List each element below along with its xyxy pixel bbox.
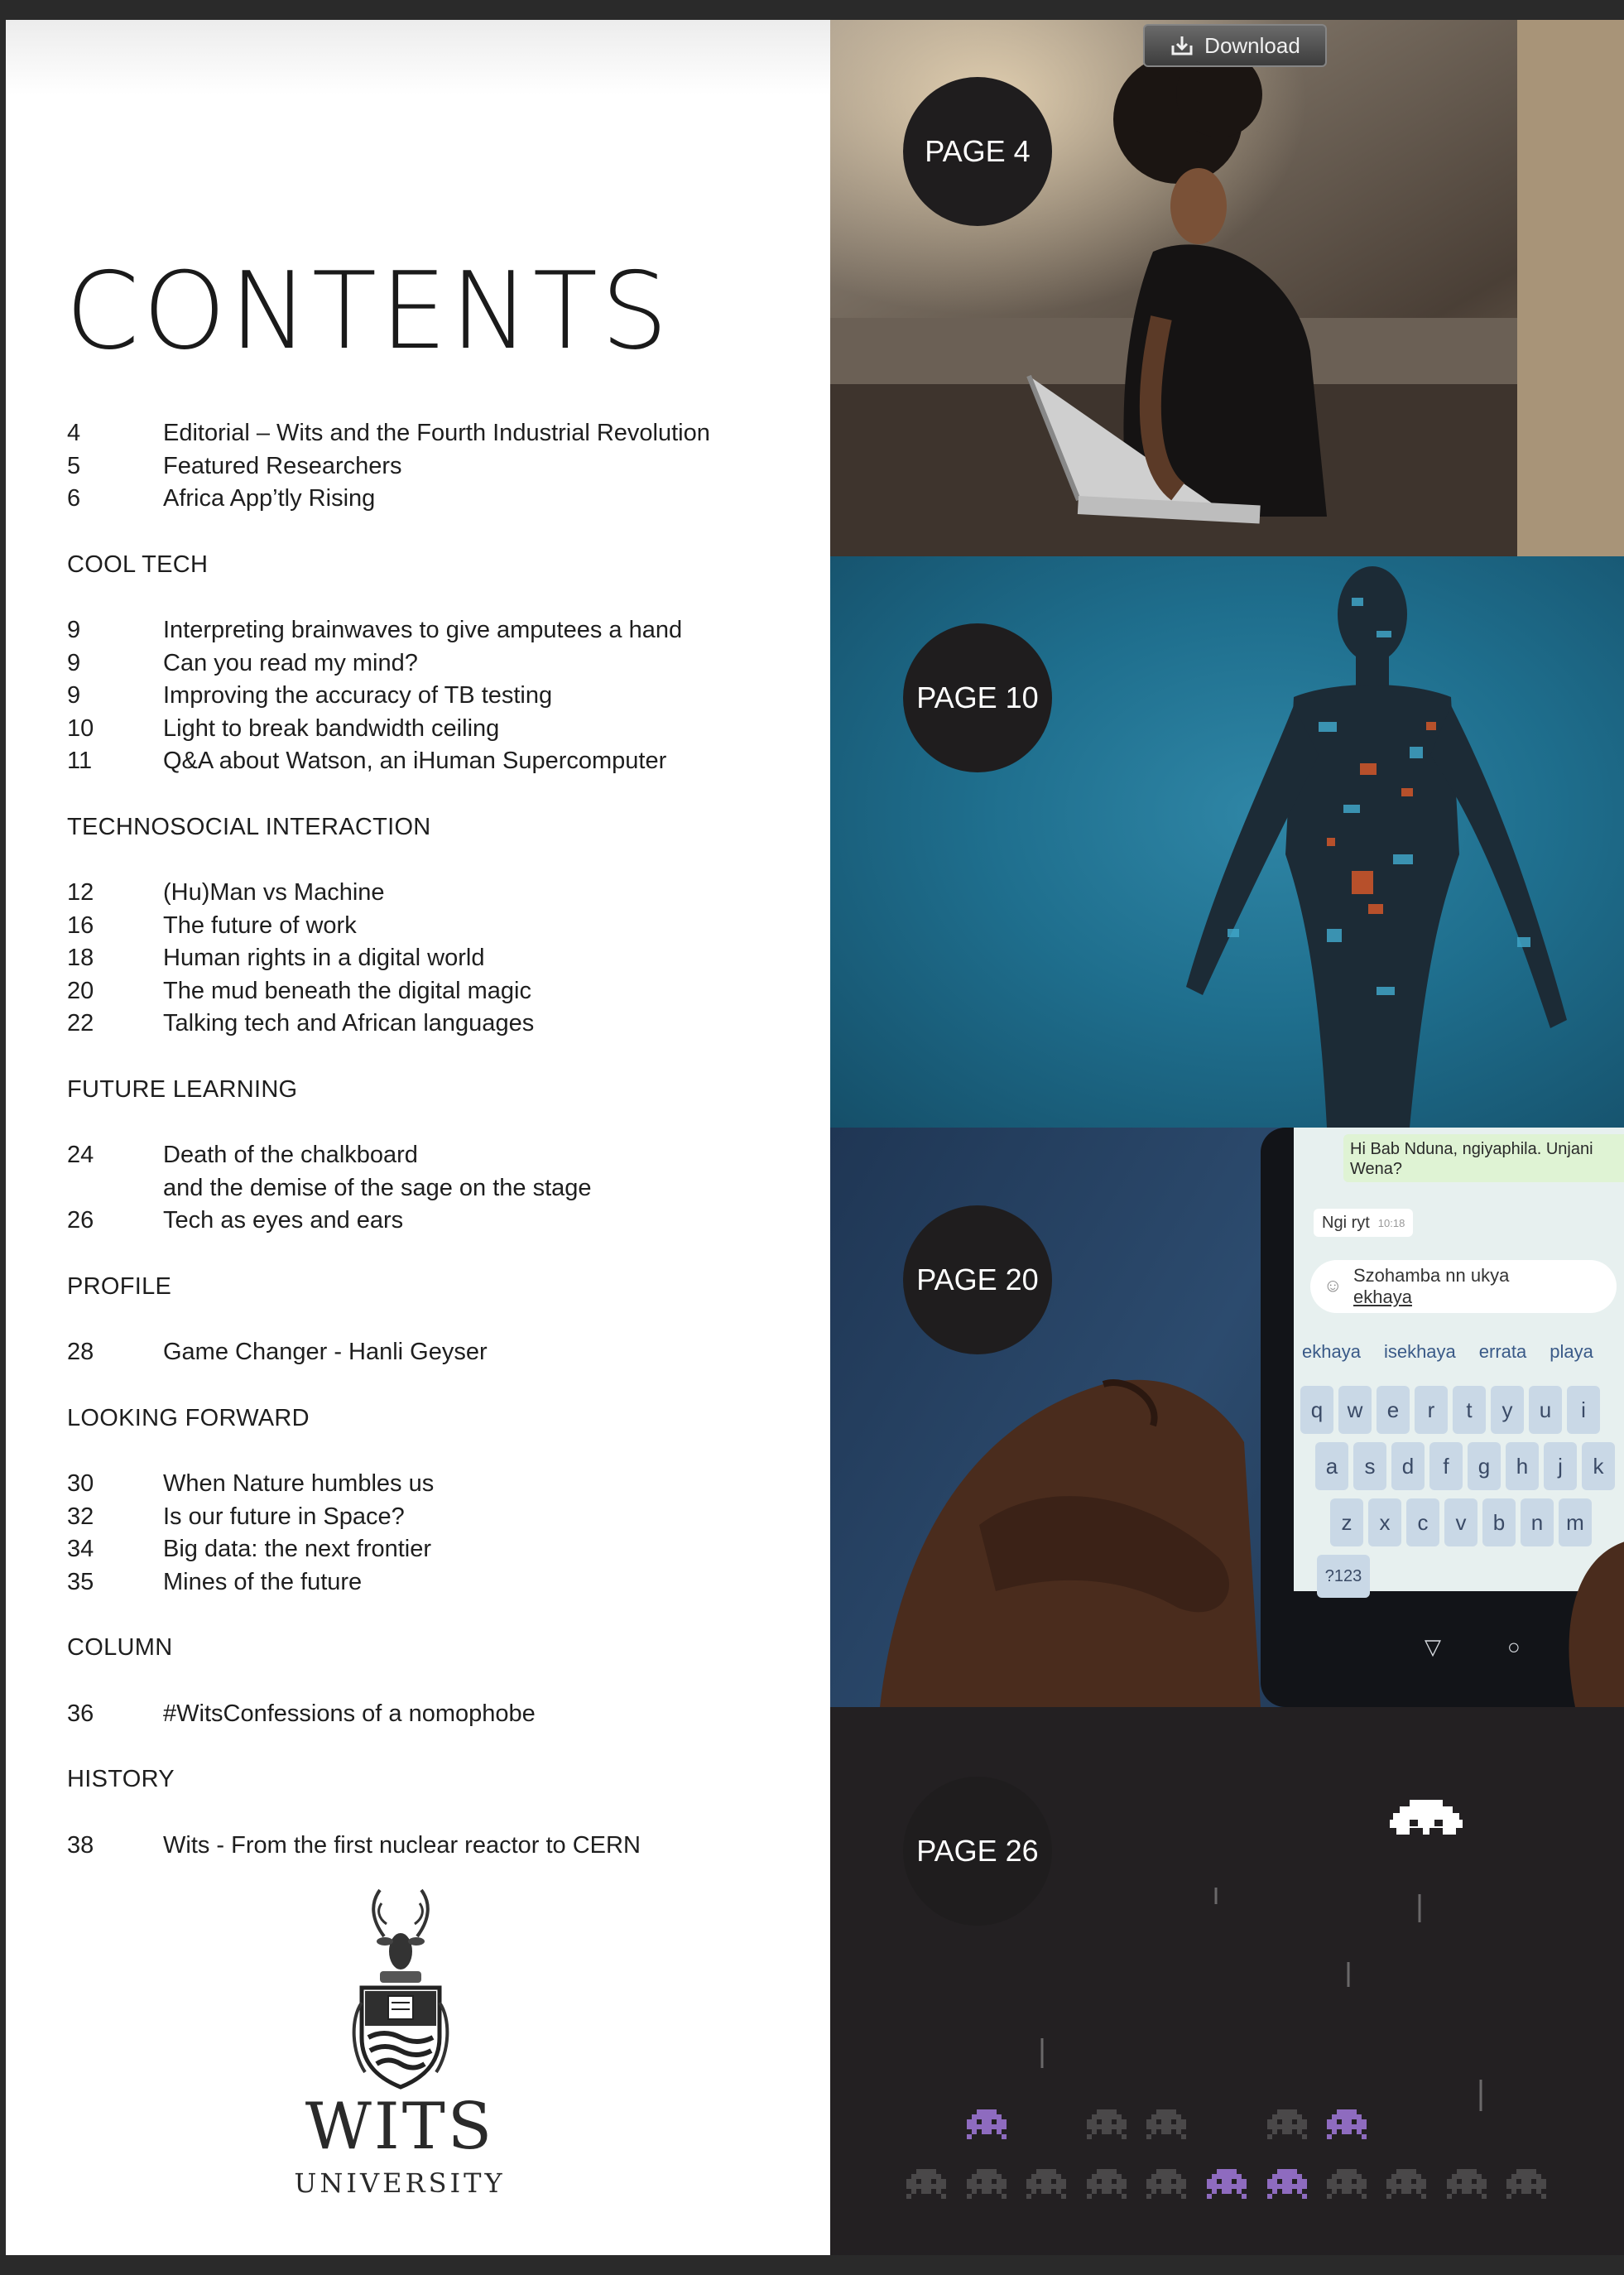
toc-page-number: 22 (67, 1010, 94, 1036)
toc-section-heading: PROFILE (67, 1272, 172, 1300)
toc-entry[interactable] (67, 614, 812, 647)
keyboard-key[interactable]: x (1368, 1498, 1401, 1546)
wits-wordmark: WITS (305, 2090, 495, 2164)
keyboard-key[interactable]: d (1391, 1442, 1425, 1490)
nav-back-icon[interactable]: ▽ (1425, 1634, 1441, 1659)
ufo-icon (1390, 1800, 1463, 1835)
toc-entry-title: Improving the accuracy of TB testing (163, 682, 553, 709)
toc-entry-title: Africa App’tly Rising (163, 485, 376, 512)
keyboard-key[interactable]: h (1506, 1442, 1539, 1490)
toc-entry[interactable] (67, 450, 812, 483)
invader-icon (1026, 2169, 1066, 2199)
keyboard-key[interactable]: w (1338, 1386, 1372, 1434)
toc-page-number: 12 (67, 879, 94, 906)
suggestion-chip[interactable]: ekhaya (1302, 1341, 1361, 1362)
toc-entry[interactable] (67, 1830, 812, 1863)
page-badge-26[interactable] (903, 1777, 1052, 1926)
contents-column (6, 20, 830, 2255)
toc-entry-title: Human rights in a digital world (163, 945, 485, 971)
toc-entry-title: When Nature humbles us (163, 1470, 435, 1497)
toc-page-number: 9 (67, 617, 81, 643)
toc-page-number: 20 (67, 977, 94, 1004)
page-title: CONTENTS (65, 250, 672, 373)
invader-icon (1327, 2169, 1367, 2199)
toc-entry-title: Big data: the next frontier (163, 1536, 432, 1562)
keyboard-key[interactable]: f (1429, 1442, 1463, 1490)
toc-section-heading: HISTORY (67, 1766, 175, 1792)
toc-entry[interactable] (67, 483, 812, 516)
toc-page-number: 5 (67, 452, 81, 479)
toc-entry[interactable] (67, 1566, 812, 1599)
keyboard-key[interactable]: k (1582, 1442, 1615, 1490)
page-badge-20[interactable] (903, 1205, 1052, 1354)
toc-section-heading: COLUMN (67, 1634, 173, 1661)
toc-page-number: 30 (67, 1470, 94, 1497)
message-input[interactable] (1310, 1260, 1617, 1313)
toc-entry[interactable] (67, 647, 812, 681)
invader-icon (967, 2169, 1007, 2199)
invader-icon (1506, 2169, 1546, 2199)
toc-entry[interactable] (67, 975, 812, 1008)
emoji-icon[interactable]: ☺ (1324, 1275, 1343, 1296)
toc-entry[interactable] (67, 910, 812, 943)
download-icon (1170, 34, 1194, 57)
keyboard-key[interactable]: n (1521, 1498, 1554, 1546)
viewer-bottom-bar (0, 2255, 1624, 2275)
keyboard-key[interactable]: c (1406, 1498, 1439, 1546)
toc-section-heading: COOL TECH (67, 551, 209, 578)
toc-entry-title: Talking tech and African languages (163, 1010, 535, 1036)
toc-page-number: 28 (67, 1339, 94, 1365)
keyboard-key[interactable]: m (1559, 1498, 1592, 1546)
invader-icon (906, 2169, 946, 2199)
keyboard-key[interactable]: a (1315, 1442, 1348, 1490)
input-text: Szohamba nn ukya (1353, 1265, 1510, 1286)
keyboard-key[interactable]: b (1482, 1498, 1516, 1546)
toc-page-number: 4 (67, 420, 81, 446)
keyboard-key-symbols[interactable]: ?123 (1317, 1555, 1370, 1598)
toc-entry[interactable] (67, 417, 812, 450)
invader-icon (1087, 2169, 1127, 2199)
toc-entry[interactable] (67, 1336, 812, 1369)
toc-entry-title: Death of the chalkboard (163, 1142, 418, 1168)
invader-icon (1207, 2169, 1247, 2199)
toc-entry[interactable] (67, 1533, 812, 1566)
toc-entry-title: Q&A about Watson, an iHuman Supercomputer (163, 748, 667, 774)
invader-icon (1327, 2109, 1367, 2139)
download-button[interactable] (1143, 24, 1327, 67)
toc-entry[interactable] (67, 1008, 812, 1041)
toc-page-number: 9 (67, 682, 81, 709)
toc-entry-title: Interpreting brainwaves to give amputees a hand (163, 617, 683, 643)
toc-page-number: 24 (67, 1142, 94, 1168)
toc-page-number: 32 (67, 1503, 94, 1530)
page-badge-10[interactable] (903, 623, 1052, 772)
toc-entry[interactable] (67, 745, 812, 778)
toc-entry[interactable] (67, 713, 812, 746)
download-label: Download (1204, 32, 1300, 58)
toc-page-number (67, 1172, 163, 1205)
keyboard-key[interactable]: r (1415, 1386, 1448, 1434)
chat-reply-text: Ngi ryt (1322, 1213, 1370, 1232)
keyboard-key[interactable]: u (1529, 1386, 1562, 1434)
invader-icon (1146, 2109, 1186, 2139)
toc-page-number: 18 (67, 945, 94, 971)
toc-page-number: 26 (67, 1207, 94, 1234)
magazine-page (6, 20, 1624, 2255)
invader-icon (1146, 2169, 1186, 2199)
toc-entry[interactable] (67, 680, 812, 713)
page-badge-4[interactable] (903, 77, 1052, 226)
toc-entry-title: Is our future in Space? (163, 1503, 405, 1530)
toc-section-heading: FUTURE LEARNING (67, 1075, 298, 1103)
toc-entry-title: Tech as eyes and ears (163, 1207, 404, 1234)
toc-entry-title: #WitsConfessions of a nomophobe (163, 1700, 536, 1727)
toc-entry-title: Light to break bandwidth ceiling (163, 714, 500, 742)
toc-section-heading: TECHNOSOCIAL INTERACTION (67, 813, 431, 840)
keyboard-key[interactable]: z (1330, 1498, 1363, 1546)
toc-entry[interactable] (67, 942, 812, 975)
toc-entry-title: The future of work (163, 911, 357, 939)
page-badge-label: PAGE 10 (916, 681, 1039, 714)
toc-entry-title: Can you read my mind? (163, 649, 418, 676)
toc-page-number: 6 (67, 485, 81, 512)
toc-entry-title: Featured Researchers (163, 452, 402, 479)
invader-icon (1267, 2109, 1307, 2139)
toc-page-number: 38 (67, 1831, 94, 1859)
keyboard-key[interactable]: i (1567, 1386, 1600, 1434)
keyboard-key[interactable]: q (1300, 1386, 1333, 1434)
table-of-contents (67, 417, 812, 1862)
keyboard-key[interactable]: t (1453, 1386, 1486, 1434)
toc-entry-title: Mines of the future (163, 1568, 363, 1595)
wits-crest-logo (347, 1887, 454, 2094)
page-badge-label: PAGE 26 (916, 1834, 1039, 1868)
invader-icon (1447, 2169, 1487, 2199)
chat-reply-time: 10:18 (1377, 1216, 1405, 1229)
chat-message-text: Hi Bab Nduna, ngiyaphila. Unjani Wena? (1350, 1140, 1593, 1178)
toc-entry[interactable] (67, 1172, 812, 1205)
toc-entry-title: and the demise of the sage on the stage (163, 1174, 592, 1201)
page-badge-label: PAGE 20 (916, 1263, 1039, 1296)
keyboard-key[interactable]: v (1444, 1498, 1477, 1546)
keyboard-suggestions (1302, 1341, 1624, 1374)
page-badge-label: PAGE 4 (925, 134, 1031, 168)
chat-bubble-reply (1314, 1209, 1413, 1237)
nav-home-icon[interactable]: ○ (1507, 1634, 1521, 1659)
keyboard-key[interactable]: e (1377, 1386, 1410, 1434)
invader-icon (1386, 2169, 1426, 2199)
keyboard-key[interactable]: y (1491, 1386, 1524, 1434)
toc-page-number: 34 (67, 1536, 94, 1562)
toc-entry[interactable] (67, 877, 812, 910)
toc-page-number: 36 (67, 1700, 94, 1727)
toc-page-number: 10 (67, 714, 94, 742)
keyboard-key[interactable]: g (1468, 1442, 1501, 1490)
viewer-top-bar (0, 0, 1624, 20)
input-word: ekhaya (1353, 1287, 1412, 1307)
invader-icon (967, 2109, 1007, 2139)
toc-entry-title: Wits - From the first nuclear reactor to CERN (163, 1831, 641, 1859)
chat-bubble-incoming (1343, 1134, 1624, 1182)
keyboard-key[interactable]: s (1353, 1442, 1386, 1490)
toc-entry-title: Game Changer - Hanli Geyser (163, 1339, 488, 1365)
toc-page-number: 16 (67, 911, 94, 939)
toc-entry-title: Editorial – Wits and the Fourth Industrial Revolution (163, 420, 710, 446)
university-wordmark: UNIVERSITY (294, 2167, 506, 2199)
toc-entry[interactable] (67, 1698, 812, 1731)
toc-section-heading: LOOKING FORWARD (67, 1404, 310, 1431)
invader-icon (1087, 2109, 1127, 2139)
toc-entry[interactable] (67, 1205, 812, 1238)
toc-entry[interactable] (67, 1501, 812, 1534)
toc-page-number: 11 (67, 748, 93, 774)
keyboard-key[interactable]: j (1544, 1442, 1577, 1490)
toc-page-number: 9 (67, 649, 81, 676)
suggestion-chip[interactable]: errata (1478, 1341, 1527, 1362)
toc-page-number: 35 (67, 1568, 94, 1595)
suggestion-chip[interactable]: isekhaya (1383, 1341, 1456, 1362)
invader-icon (1267, 2169, 1307, 2199)
on-screen-keyboard (1300, 1386, 1624, 1598)
toc-entry[interactable] (67, 1468, 812, 1501)
suggestion-chip[interactable]: playa (1550, 1341, 1593, 1362)
toc-entry-title: (Hu)Man vs Machine (163, 879, 385, 906)
toc-entry[interactable] (67, 1139, 812, 1172)
toc-entry-title: The mud beneath the digital magic (163, 977, 531, 1004)
